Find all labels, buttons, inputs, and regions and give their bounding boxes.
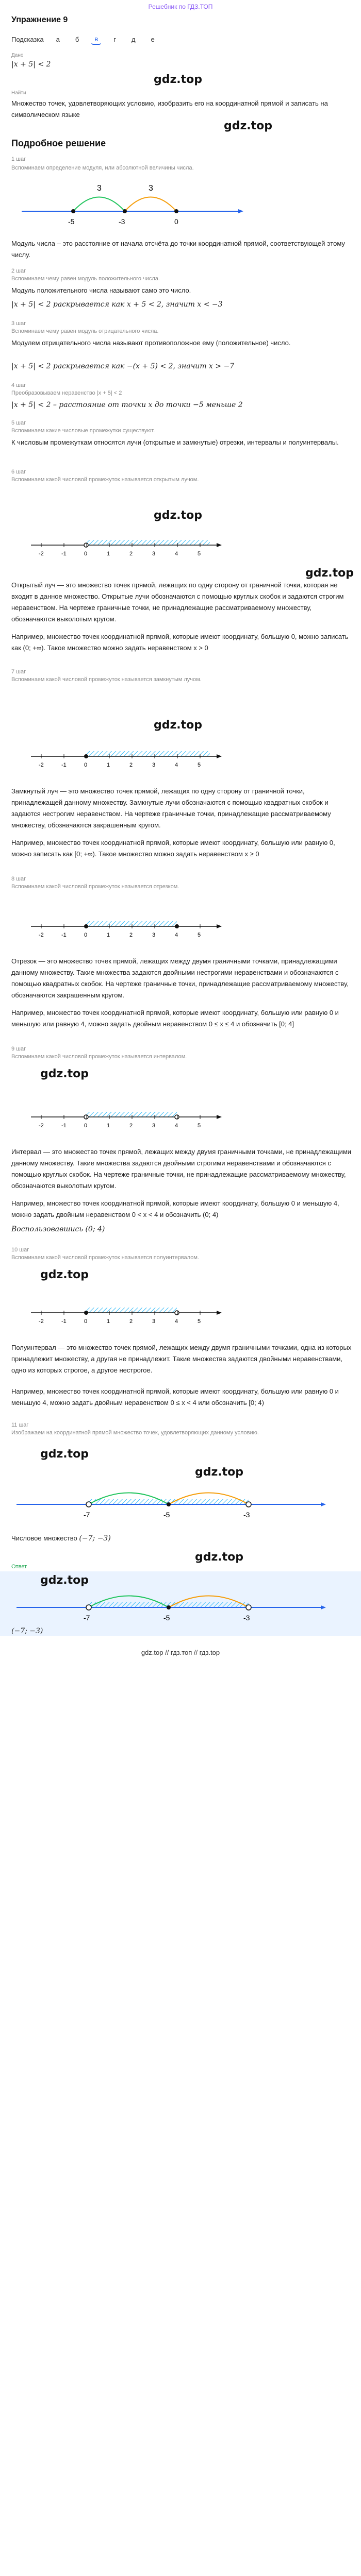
open-point (246, 1605, 251, 1610)
watermark: gdz.top (40, 1448, 89, 1461)
step10-text-b: Например, множество точек координатной прямой, которые имеют координату, большую или равную 0 и меньшую 4, можно задать двойным неравенством 0 ≤ x < 4 или обозначить [0; 4) (11, 1387, 339, 1406)
open-point (86, 1502, 91, 1507)
find-tag: Найти (11, 90, 26, 96)
hatch-region (86, 751, 210, 756)
axis-tick-label: -1 (61, 1318, 67, 1325)
step9-text-b: Например, множество точек координатной прямой, которые имеют координату, большую 0 и меньшую 4, можно задать двойным неравенством 0 < x < 4 и обозначить (0; 4) (11, 1199, 339, 1218)
line-label: -5 (163, 1511, 170, 1519)
step7-hint: Вспоминаем какой числовой промежуток называется замкнутым лучом. (11, 676, 202, 683)
step4-hint: Преобразовываем неравенство |x + 5| < 2 (11, 390, 122, 396)
step5-text: К числовым промежуткам относятся лучи (открытые и замкнутые) отрезки, интервалы и полуинтервалы. (11, 438, 339, 446)
step9-hint: Вспоминаем какой числовой промежуток называется интервалом. (11, 1054, 187, 1060)
closed-point (84, 754, 88, 758)
step11-result (11, 1533, 352, 1544)
line-label: -3 (243, 1614, 250, 1622)
line-label: -5 (68, 217, 75, 226)
axis-tick-label: 4 (175, 1123, 178, 1129)
axis-tick-label: -1 (61, 1123, 67, 1129)
step2-hint: Вспоминаем чему равен модуль положительного числа. (11, 276, 160, 282)
axis-tick-label: 3 (152, 1123, 156, 1129)
axis-tick-label: 5 (198, 932, 201, 938)
step8-number-line (21, 907, 227, 943)
axis-tick-label: 4 (175, 1318, 178, 1325)
watermark: gdz.top (224, 120, 273, 132)
axis-arrow (217, 1115, 222, 1119)
axis-tick-label: 5 (198, 1123, 201, 1129)
axis-tick-label: 1 (107, 1123, 110, 1129)
watermark: gdz.top (154, 719, 203, 732)
axis-tick-label: 5 (198, 762, 201, 768)
axis-tick-label: 2 (129, 762, 133, 768)
open-point (86, 1605, 91, 1610)
step-tab-f[interactable]: е (151, 36, 155, 43)
axis-tick-label: -2 (39, 1318, 44, 1325)
step10-text-a: Полуинтервал — это множество точек прямой, лежащих между двумя граничными точками, одна из которых принадлежит множеству, а другая не принадлежит. Такие множества задаются двойными неравенствами, одно из которых строгое, а другое нестрогое. (11, 1344, 352, 1374)
step7-text-b: Например, множество точек координатной прямой, которые имеют координату, большую или равную 0, можно записать как [0; +∞). Такое множество можно задать неравенством x ≥ 0 (11, 839, 335, 858)
step3-text: Модулем отрицательного числа называют противоположное ему (положительное) число. (11, 339, 291, 347)
result-label: Числовое множество (11, 1534, 77, 1542)
open-point (84, 1115, 88, 1119)
step9-tag: 9 шаг (11, 1046, 26, 1052)
axis-tick-label: -2 (39, 551, 44, 557)
hatch-region (86, 1308, 177, 1313)
step9-number-line (21, 1097, 227, 1133)
step10-number-line (21, 1293, 227, 1329)
step2-formula: |x + 5| < 2 раскрывается как x + 5 < 2, значит x < −3 (11, 300, 223, 309)
axis-tick-label: 5 (198, 551, 201, 557)
axis-tick-label: 0 (84, 932, 88, 938)
axis-arrow (217, 924, 222, 928)
step2-text: Модуль положительного числа называют само это число. (11, 286, 191, 294)
step5-hint: Вспоминаем какие числовые промежутки существуют. (11, 428, 155, 434)
step-tab-b[interactable]: б (75, 36, 79, 43)
arc-label-left: 3 (97, 184, 102, 193)
axis-arrow (217, 754, 222, 758)
closed-point (175, 924, 179, 928)
condition-tag: Дано (11, 53, 24, 58)
steps-label: Подсказка (11, 36, 44, 43)
step6-hint: Вспоминаем какой числовой промежуток называется открытым лучом. (11, 477, 199, 483)
axis-tick-label: 1 (107, 932, 110, 938)
axis-tick-label: 2 (129, 932, 133, 938)
axis-arrow (321, 1502, 326, 1506)
solution-title: Подробное решение (11, 138, 106, 148)
closed-point (84, 1311, 88, 1315)
line-label: -7 (84, 1511, 90, 1519)
axis-tick-label: 1 (107, 1318, 110, 1325)
hatch-region (86, 540, 210, 545)
point-mid (123, 209, 127, 213)
axis-tick-label: 2 (129, 1318, 133, 1325)
step8-text-a: Отрезок — это множество точек прямой, лежащих между двумя граничными точками, принадлежащими данному множеству. Такие множества задаются двойными нестрогими неравенствами и обозначаются с помощью квадратных скобок. На чертеже граничные точки, принадлежащие рассматриваемому множеству, обозначаются закрашенным кругом. (11, 957, 349, 999)
axis-tick-label: -1 (61, 551, 67, 557)
axis-arrow (217, 1311, 222, 1315)
axis-tick-label: 3 (152, 551, 156, 557)
step7-tag: 7 шаг (11, 669, 26, 675)
step3-formula: |x + 5| < 2 раскрывается как −(x + 5) < 2, значит x > −7 (11, 362, 235, 370)
step-tab-a[interactable]: а (56, 36, 60, 43)
axis-tick-label: 3 (152, 932, 156, 938)
axis-tick-label: 0 (84, 762, 88, 768)
watermark: gdz.top (40, 1067, 89, 1080)
axis-tick-label: 5 (198, 1318, 201, 1325)
point-right (174, 209, 178, 213)
step9-text-c: Воспользовавшись (0; 4) (11, 1225, 105, 1233)
step8-tag: 8 шаг (11, 876, 26, 882)
axis-tick-label: 0 (84, 1123, 88, 1129)
hatch-region (86, 1112, 177, 1117)
step7-text-a: Замкнутый луч — это множество точек прямой, лежащих по одну сторону от граничной точки, принадлежащей данному множеству. Замкнутые лучи обозначаются с помощью квадратных скобок и задаются нестрогим неравенством. На чертеже граничные точки, принадлежащие рассматриваемому множеству, обозначаются закрашенным кругом. (11, 787, 331, 829)
answer-value: (−7; −3) (11, 1627, 43, 1635)
axis-tick-label: 4 (175, 762, 178, 768)
axis-tick-label: 0 (84, 551, 88, 557)
axis-tick-label: 1 (107, 551, 110, 557)
result-value: (−7; −3) (79, 1534, 111, 1543)
closed-point (84, 924, 88, 928)
arc-left (73, 197, 125, 212)
axis-arrow (321, 1605, 326, 1609)
axis-tick-label: 2 (129, 1123, 133, 1129)
step8-text-b: Например, множество точек координатной прямой, которые имеют координату, большую или равную 0 и меньшую или равную 4, можно задать двойным неравенством 0 ≤ x ≤ 4 и обозначить [0; 4] (11, 1009, 339, 1028)
step1-number-line (11, 170, 249, 232)
line-label: -7 (84, 1614, 90, 1622)
step11-tag: 11 шаг (11, 1422, 29, 1428)
steps-row (11, 34, 158, 45)
step6-tag: 6 шаг (11, 469, 26, 475)
step2-tag: 2 шаг (11, 268, 26, 274)
step7-number-line (21, 737, 227, 773)
watermark: gdz.top (40, 1574, 89, 1587)
center-point (167, 1502, 171, 1506)
axis-tick-label: -2 (39, 762, 44, 768)
line-label: -3 (119, 217, 125, 226)
step4-tag: 4 шаг (11, 382, 26, 388)
step10-hint: Вспоминаем какой числовой промежуток называется полуинтервалом. (11, 1255, 199, 1261)
footer-links[interactable]: gdz.top // гдз.топ // гдз.top (141, 1649, 220, 1656)
top-bar (0, 0, 361, 13)
axis-tick-label: 0 (84, 1318, 88, 1325)
step5-tag: 5 шаг (11, 420, 26, 426)
axis-tick-label: -1 (61, 762, 67, 768)
step4-text: |x + 5| < 2 – расстояние от точки x до точки −5 меньше 2 (11, 401, 243, 409)
line-label: 0 (174, 217, 178, 226)
watermark: gdz.top (195, 1466, 244, 1479)
step1-hint: Вспоминаем определение модуля, или абсолютной величины числа. (11, 165, 194, 171)
step-tab-d[interactable]: г (113, 36, 116, 43)
step10-tag: 10 шаг (11, 1247, 29, 1253)
open-point (84, 543, 88, 547)
exercise-title: Упражнение 9 (11, 15, 68, 24)
axis-tick-label: 1 (107, 762, 110, 768)
step1-tag: 1 шаг (11, 156, 26, 162)
axis-tick-label: 2 (129, 551, 133, 557)
axis-tick-label: 3 (152, 1318, 156, 1325)
step1-text: Модуль числа – это расстояние от начала отсчёта до точки координатной прямой, соответствующей этому числу. (11, 240, 345, 259)
axis-tick-label: 3 (152, 762, 156, 768)
line-label: -5 (163, 1614, 170, 1622)
axis-tick-label: 4 (175, 932, 178, 938)
axis-tick-label: 4 (175, 551, 178, 557)
arc-right (125, 197, 176, 212)
watermark: gdz.top (305, 567, 354, 580)
step9-text-a: Интервал — это множество точек прямой, лежащих между двумя граничными точками, не принадлежащими данному множеству. Такие множества задаются двойными строгими неравенствами и обозначаются с помощью круглых скобок. На чертеже граничные точки, не принадлежащие рассматриваемому множеству, обозначаются выколотым кругом. (11, 1148, 352, 1190)
answer-tag: Ответ (11, 1564, 27, 1570)
hatch-region (86, 921, 177, 926)
step3-tag: 3 шаг (11, 320, 26, 327)
point-left (71, 209, 75, 213)
step6-text-b: Например, множество точек координатной прямой, которые имеют координату, большую 0, можно записать как (0; +∞). Такое множество можно задать неравенством x > 0 (11, 633, 349, 652)
arc-label-right: 3 (149, 184, 153, 193)
open-point (175, 1115, 179, 1119)
top-link[interactable]: Решебник по ГДЗ.ТОП (148, 3, 213, 10)
step6-text-a: Открытый луч — это множество точек прямой, лежащих по одну сторону от граничной точки, которая не входит в данное множество. Открытые лучи обозначаются с помощью круглых скобок и задаются строгим неравенством. На чертеже граничные точки, не принадлежащие рассматриваемому множеству, обозначаются выколотым кругом. (11, 581, 344, 623)
axis-arrow (217, 543, 222, 547)
axis-tick-label: -2 (39, 1123, 44, 1129)
watermark: gdz.top (154, 509, 203, 522)
step11-number-line (11, 1479, 331, 1520)
center-point (167, 1605, 171, 1609)
find-text: Множество точек, удовлетворяющих условию, изобразить его на координатной прямой и записать на символическом языке (11, 99, 328, 118)
axis-arrow (238, 209, 243, 213)
step11-hint: Изображаем на координатной прямой множество точек, удовлетворяющих данному условию. (11, 1430, 259, 1436)
line-label: -3 (243, 1511, 250, 1519)
axis-tick-label: -2 (39, 932, 44, 938)
step6-number-line (21, 526, 227, 562)
answer-number-line (11, 1582, 331, 1623)
open-point (175, 1311, 179, 1315)
step-tab-e[interactable]: д (131, 36, 136, 43)
step3-hint: Вспоминаем чему равен модуль отрицательного числа. (11, 328, 159, 334)
watermark: gdz.top (40, 1268, 89, 1281)
watermark: gdz.top (195, 1551, 244, 1564)
open-point (246, 1502, 251, 1507)
watermark: gdz.top (154, 73, 203, 86)
axis-tick-label: -1 (61, 932, 67, 938)
step8-hint: Вспоминаем какой числовой промежуток называется отрезком. (11, 884, 179, 890)
condition-formula: |x + 5| < 2 (11, 60, 51, 69)
step-tab-c[interactable]: в (91, 34, 101, 45)
